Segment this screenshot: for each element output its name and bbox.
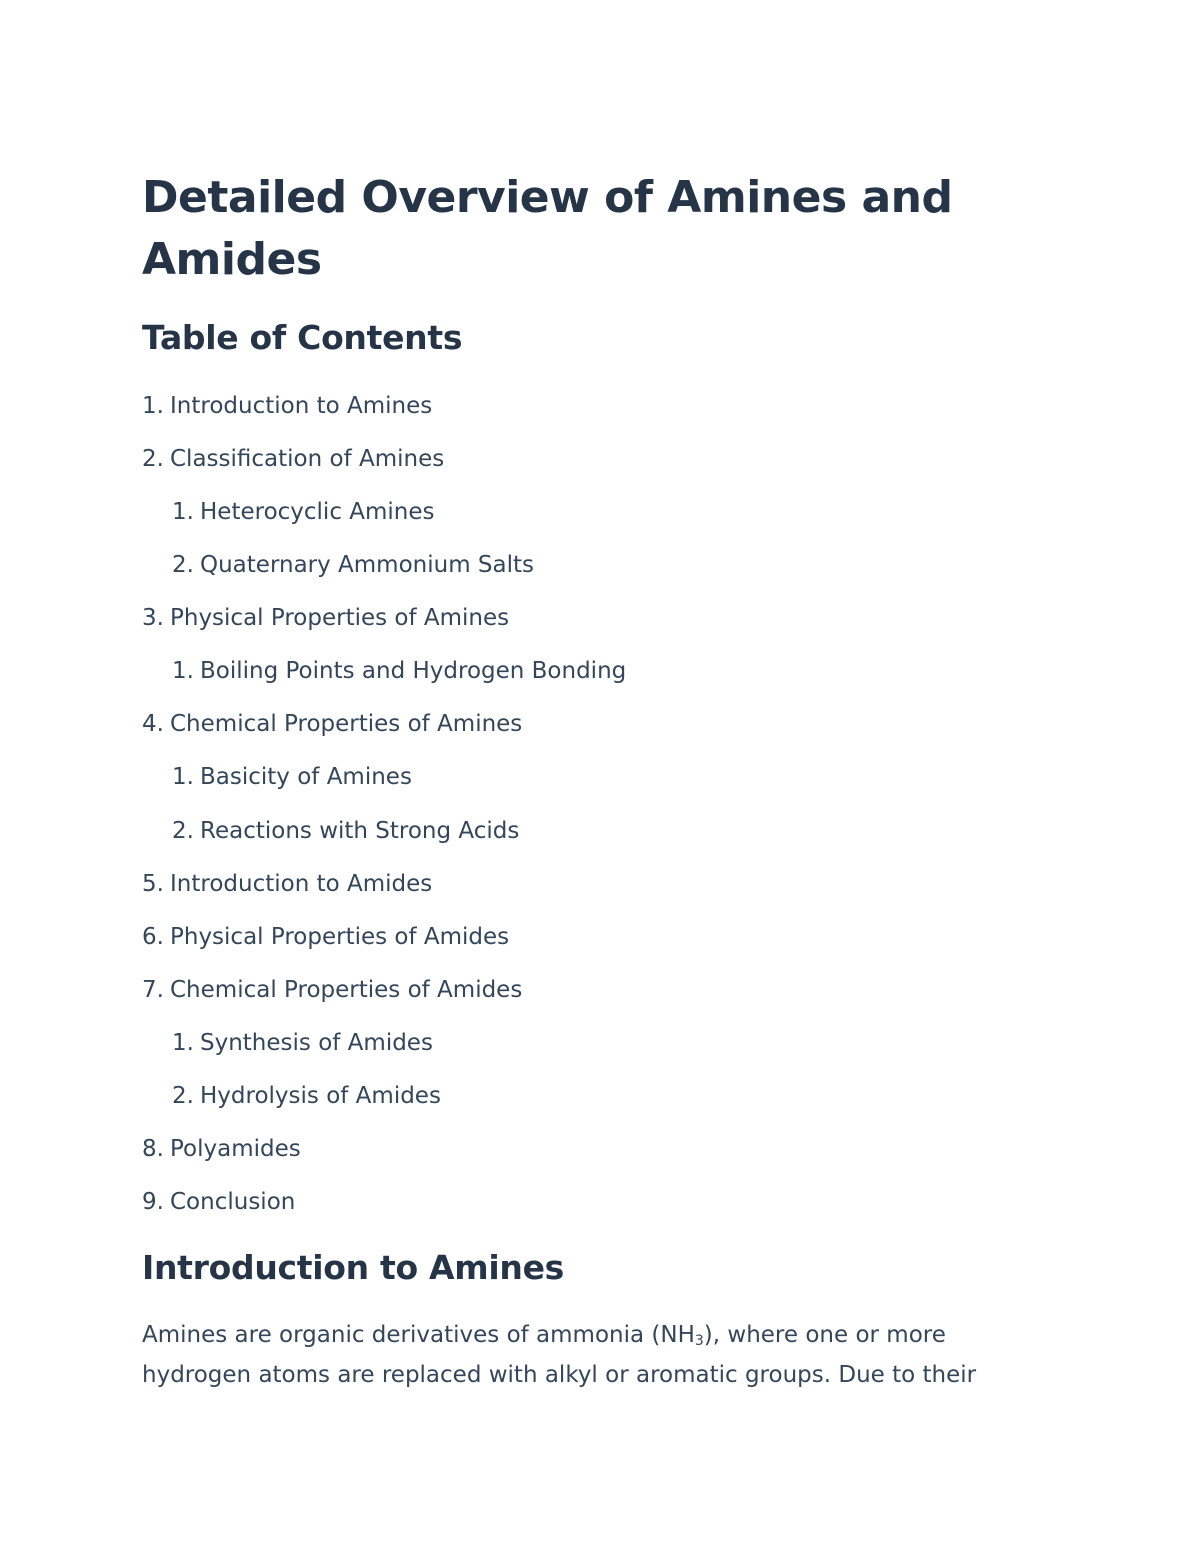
toc-item-label: Chemical Properties of Amines xyxy=(170,711,523,737)
toc-item-label: Boiling Points and Hydrogen Bonding xyxy=(200,658,627,684)
toc-item-number: 1. xyxy=(172,658,194,684)
toc-item-number: 5. xyxy=(142,871,164,897)
section-heading: Introduction to Amines xyxy=(142,1248,564,1287)
toc-item-number: 7. xyxy=(142,977,164,1003)
toc-item[interactable] xyxy=(142,975,522,1005)
toc-item-number: 4. xyxy=(142,711,164,737)
toc-item-number: 1. xyxy=(172,1030,194,1056)
toc-item-number: 6. xyxy=(142,924,164,950)
toc-item-label: Synthesis of Amides xyxy=(200,1030,433,1056)
toc-item[interactable] xyxy=(142,922,509,952)
formula-subscript: 3 xyxy=(694,1333,704,1349)
intro-paragraph xyxy=(142,1315,1042,1395)
toc-item[interactable] xyxy=(172,816,519,846)
toc-item-label: Hydrolysis of Amides xyxy=(200,1083,441,1109)
paragraph-text-end: ), where one or more hydrogen atoms are replaced with alkyl or aromatic groups. Due to their xyxy=(142,1322,977,1388)
toc-item-label: Introduction to Amines xyxy=(170,393,433,419)
toc-item-label: Classification of Amines xyxy=(170,446,445,472)
toc-item-label: Introduction to Amides xyxy=(170,871,433,897)
toc-item-label: Quaternary Ammonium Salts xyxy=(200,552,535,578)
toc-item-number: 8. xyxy=(142,1136,164,1162)
toc-item-number: 1. xyxy=(142,393,164,419)
toc-item[interactable] xyxy=(142,709,522,739)
toc-item-label: Conclusion xyxy=(170,1189,296,1215)
toc-item-label: Chemical Properties of Amides xyxy=(170,977,523,1003)
toc-item[interactable] xyxy=(172,1028,433,1058)
toc-item-label: Physical Properties of Amines xyxy=(170,605,510,631)
toc-item-label: Heterocyclic Amines xyxy=(200,499,435,525)
toc-item-label: Physical Properties of Amides xyxy=(170,924,510,950)
toc-heading: Table of Contents xyxy=(142,318,463,357)
toc-item-number: 2. xyxy=(172,1083,194,1109)
toc-item-label: Basicity of Amines xyxy=(200,764,412,790)
toc-item-number: 3. xyxy=(142,605,164,631)
paragraph-text-start: Amines are organic derivatives of ammonia (NH xyxy=(142,1322,695,1348)
toc-item-label: Polyamides xyxy=(170,1136,301,1162)
toc-item-number: 1. xyxy=(172,499,194,525)
toc-item[interactable] xyxy=(142,444,444,474)
toc-item[interactable] xyxy=(172,762,412,792)
toc-item-number: 2. xyxy=(172,818,194,844)
toc-item-number: 2. xyxy=(172,552,194,578)
document-title: Detailed Overview of Amines and Amides xyxy=(142,172,953,285)
toc-item-number: 9. xyxy=(142,1189,164,1215)
toc-item[interactable] xyxy=(142,1187,295,1217)
toc-item[interactable] xyxy=(172,550,534,580)
toc-item[interactable] xyxy=(142,391,432,421)
toc-item[interactable] xyxy=(142,869,432,899)
toc-item[interactable] xyxy=(172,1081,441,1111)
toc-item[interactable] xyxy=(142,603,509,633)
toc-item[interactable] xyxy=(142,1134,301,1164)
toc-item[interactable] xyxy=(172,656,626,686)
toc-item-number: 2. xyxy=(142,446,164,472)
toc-item-label: Reactions with Strong Acids xyxy=(200,818,520,844)
toc-item[interactable] xyxy=(172,497,435,527)
toc-item-number: 1. xyxy=(172,764,194,790)
